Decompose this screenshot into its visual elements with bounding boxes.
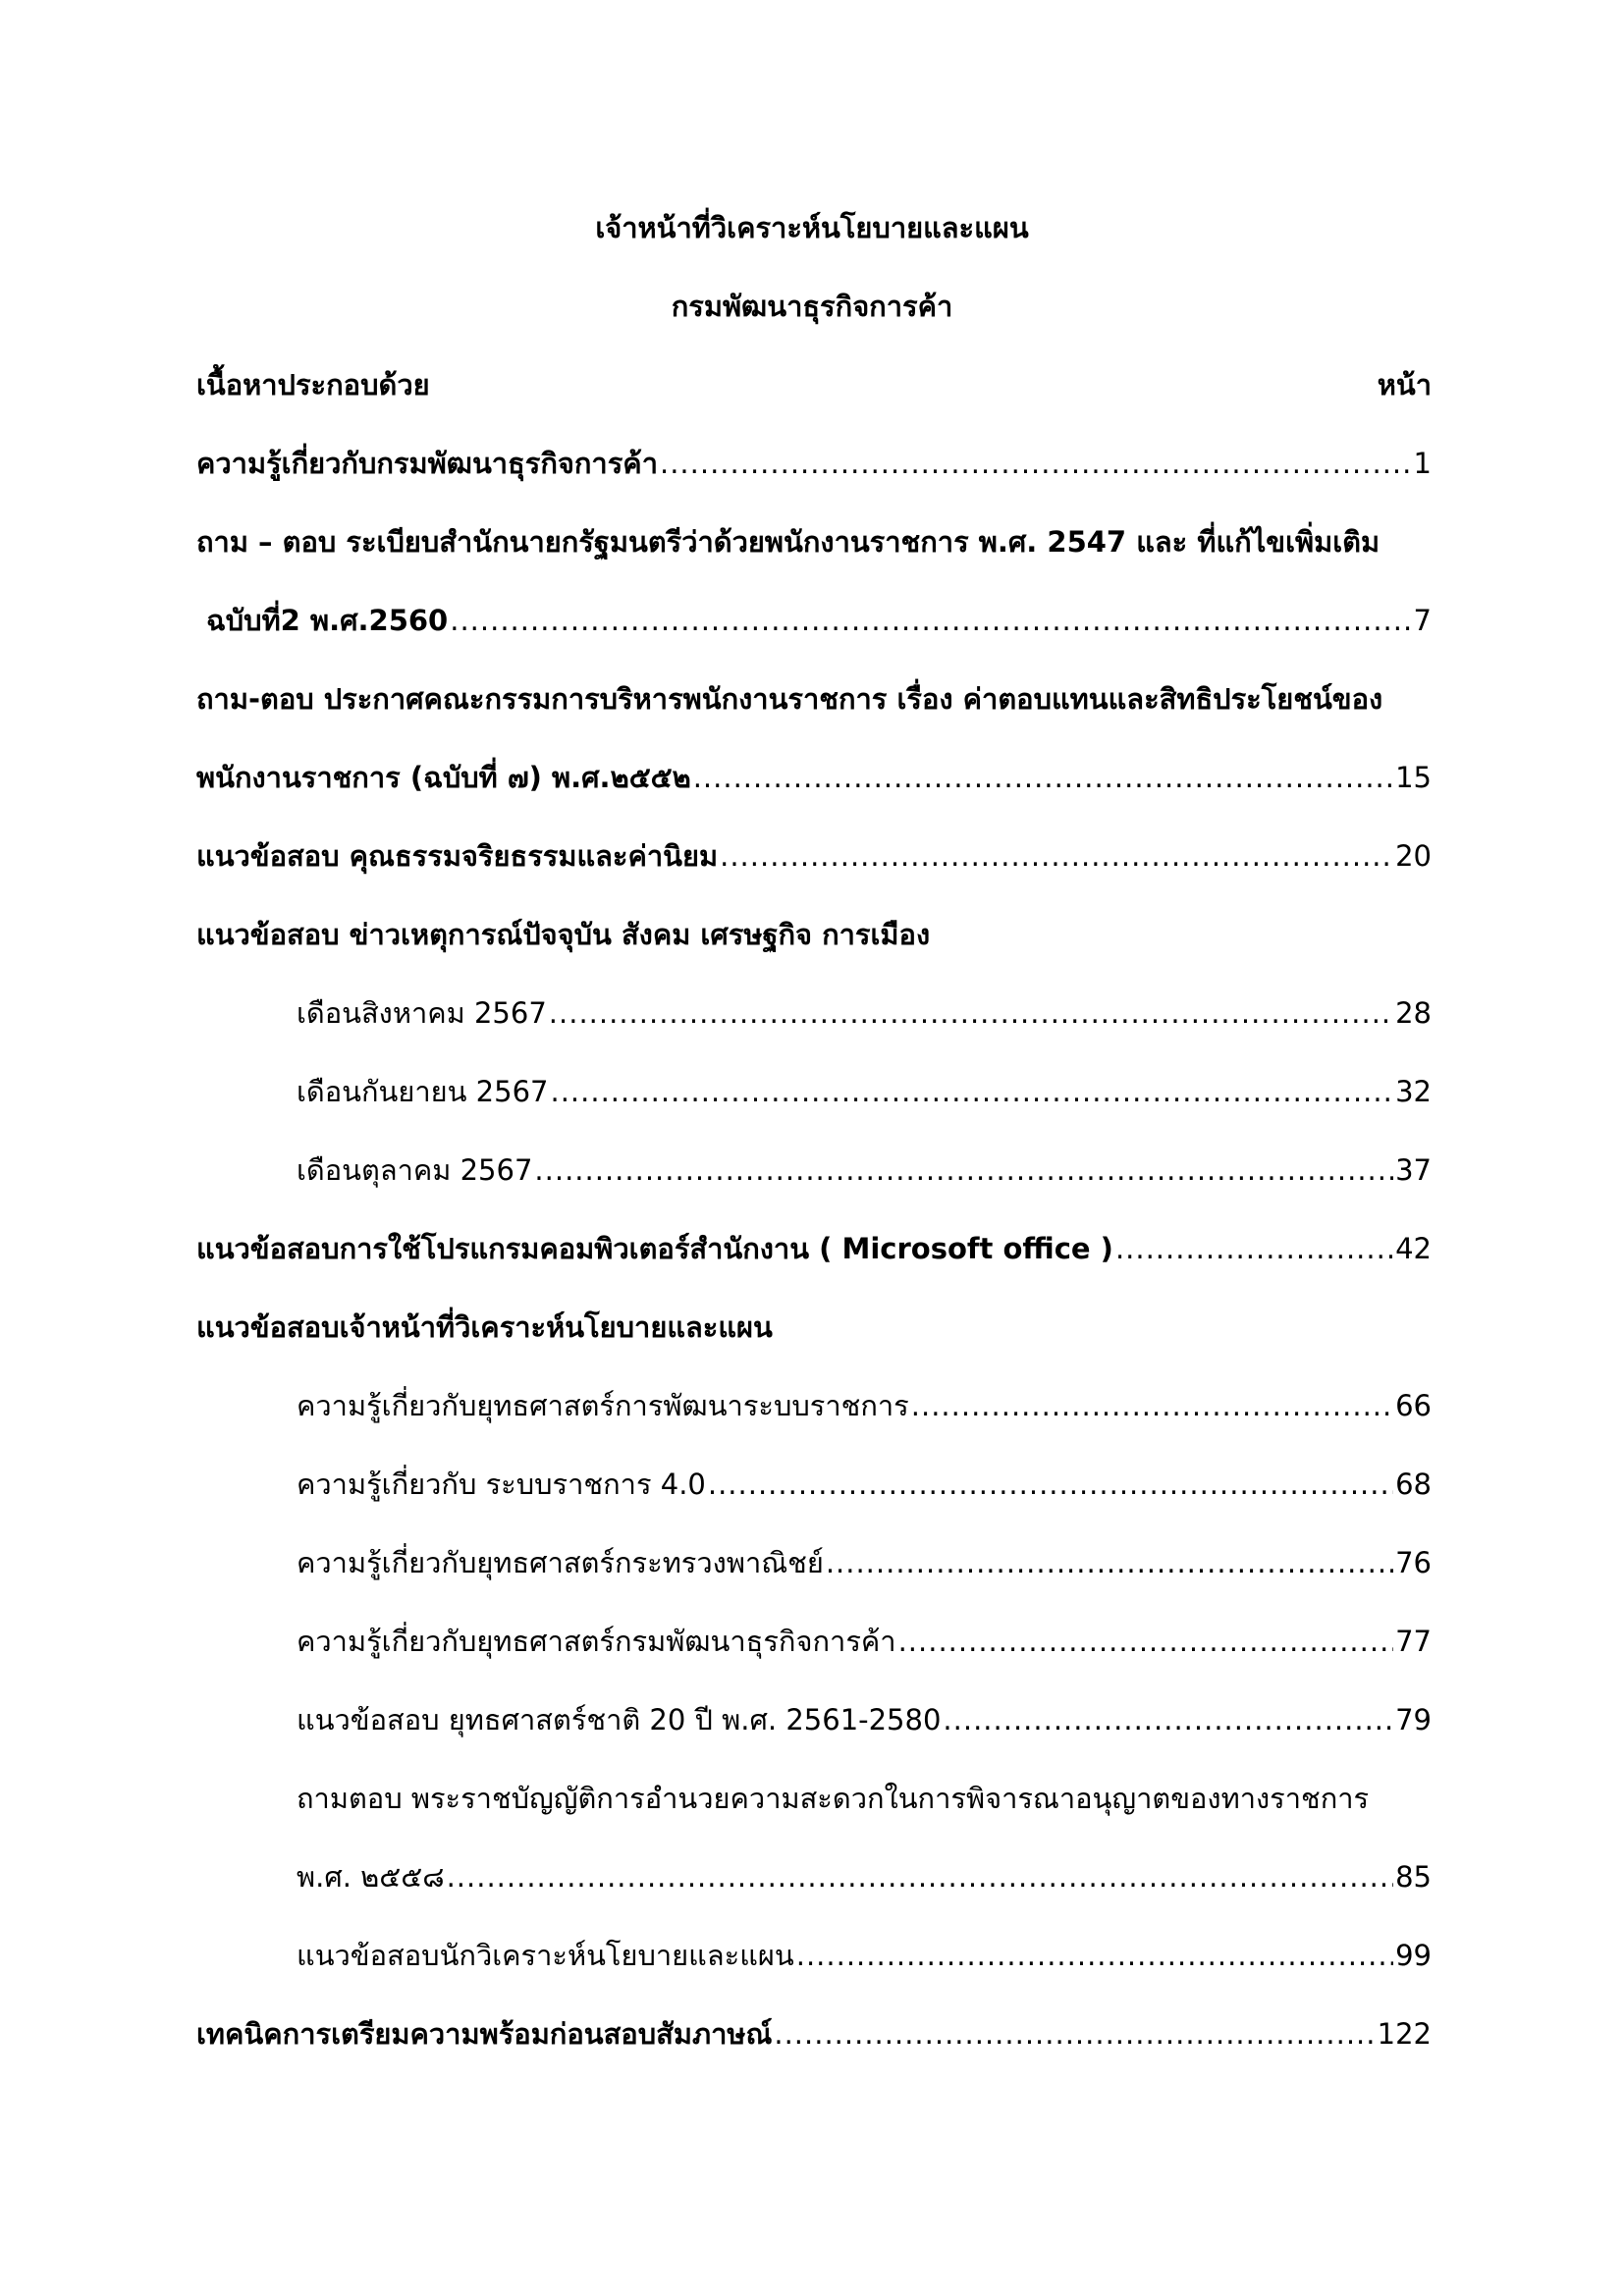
- toc-entry: [196, 758, 1432, 797]
- toc-entry: [196, 836, 1432, 876]
- toc-entry-page: 32: [1395, 1075, 1432, 1108]
- toc-entry: [297, 1150, 1432, 1190]
- toc-entry-page: 122: [1377, 2017, 1432, 2051]
- toc-header-page: หน้า: [1377, 368, 1432, 401]
- toc-leader-dots: [549, 993, 1393, 1033]
- toc-leader-dots: [550, 1072, 1393, 1111]
- toc-entry-title: พ.ศ. ๒๕๕๘: [297, 1860, 445, 1894]
- toc-entry: [297, 1465, 1432, 1504]
- toc-entry-title: พนักงานราชการ (ฉบับที่ ๗) พ.ศ.๒๕๕๒: [196, 761, 691, 794]
- toc-entry-page: 37: [1395, 1153, 1432, 1187]
- toc-leader-dots: [796, 1936, 1393, 1975]
- toc-entry-page: 99: [1395, 1939, 1432, 1972]
- toc-entry-title: ความรู้เกี่ยวกับกรมพัฒนาธุรกิจการค้า: [196, 447, 658, 480]
- toc-entry-page: 76: [1395, 1546, 1432, 1579]
- toc-entry-page: 20: [1395, 839, 1432, 873]
- toc-leader-dots: [534, 1150, 1393, 1190]
- toc-entry-title: เดือนตุลาคม 2567: [297, 1153, 533, 1187]
- toc-entry: [206, 601, 1432, 640]
- toc-entry-page: 85: [1395, 1860, 1432, 1894]
- toc-entry: [196, 1229, 1432, 1268]
- toc-entry: [297, 1857, 1432, 1896]
- toc-leader-dots: [911, 1386, 1393, 1425]
- toc-entry-title: ความรู้เกี่ยวกับยุทธศาสตร์การพัฒนาระบบราชการ: [297, 1389, 909, 1422]
- toc-entry-page: 42: [1395, 1232, 1432, 1265]
- toc-entry: [297, 1936, 1432, 1975]
- toc-entry: [297, 1700, 1432, 1739]
- toc-entry-page: 1: [1413, 447, 1432, 480]
- toc-header: [196, 365, 1432, 404]
- toc-leader-dots: [708, 1465, 1393, 1504]
- toc-leader-dots: [447, 1857, 1394, 1896]
- toc-entry: [297, 1072, 1432, 1111]
- document-subtitle: กรมพัฒนาธุรกิจการค้า: [671, 290, 953, 323]
- toc-entry-title: แนวข้อสอบ คุณธรรมจริยธรรมและค่านิยม: [196, 839, 719, 873]
- toc-leader-dots: [826, 1543, 1393, 1582]
- toc-entry-page: 15: [1395, 761, 1432, 794]
- toc-leader-dots: [660, 444, 1412, 483]
- toc-entry: [196, 2014, 1432, 2054]
- toc-section-heading: แนวข้อสอบ ข่าวเหตุการณ์ปัจจุบัน สังคม เศรษฐกิจ การเมือง: [196, 918, 931, 951]
- toc-entry-title: ถาม-ตอบ ประกาศคณะกรรมการบริหารพนักงานราชการ เรื่อง ค่าตอบแทนและสิทธิประโยชน์ของ: [196, 682, 1383, 716]
- toc-entry-title: เดือนสิงหาคม 2567: [297, 996, 547, 1030]
- document-title: เจ้าหน้าที่วิเคราะห์นโยบายและแผน: [595, 211, 1029, 244]
- toc-entry-title: ฉบับที่2 พ.ศ.2560: [206, 604, 449, 637]
- toc-leader-dots: [693, 758, 1393, 797]
- toc-entry-title: ถามตอบ พระราชบัญญัติการอำนวยความสะดวกในการพิจารณาอนุญาตของทางราชการ: [297, 1782, 1370, 1815]
- toc-entry-title: ความรู้เกี่ยวกับยุทธศาสตร์กรมพัฒนาธุรกิจการค้า: [297, 1625, 896, 1658]
- toc-entry: [297, 1543, 1432, 1582]
- toc-entry-page: 7: [1413, 604, 1432, 637]
- toc-entry-title: ถาม – ตอบ ระเบียบสำนักนายกรัฐมนตรีว่าด้วยพนักงานราชการ พ.ศ. 2547 และ ที่แก้ไขเพิ่มเติม: [196, 525, 1380, 559]
- toc-leader-dots: [1115, 1229, 1393, 1268]
- toc-section-heading: แนวข้อสอบเจ้าหน้าที่วิเคราะห์นโยบายและแผน: [196, 1310, 773, 1344]
- toc-entry-title: ความรู้เกี่ยวกับ ระบบราชการ 4.0: [297, 1468, 706, 1501]
- toc-leader-dots: [898, 1622, 1394, 1661]
- toc-leader-dots: [720, 836, 1393, 876]
- toc-entry-title: ความรู้เกี่ยวกับยุทธศาสตร์กระทรวงพาณิชย์: [297, 1546, 824, 1579]
- toc-leader-dots: [774, 2014, 1375, 2054]
- toc-entry-page: 68: [1395, 1468, 1432, 1501]
- toc-header-contents: เนื้อหาประกอบด้วย: [196, 368, 430, 401]
- toc-entry-title: แนวข้อสอบ ยุทธศาสตร์ชาติ 20 ปี พ.ศ. 2561-2580: [297, 1703, 942, 1736]
- toc-entry: [297, 1386, 1432, 1425]
- toc-entry-title: แนวข้อสอบการใช้โปรแกรมคอมพิวเตอร์สำนักงาน ( Microsoft office ): [196, 1232, 1113, 1265]
- toc-leader-dots: [450, 601, 1411, 640]
- toc-leader-dots: [943, 1700, 1393, 1739]
- toc-entry-title: เดือนกันยายน 2567: [297, 1075, 549, 1108]
- toc-entry: [196, 444, 1432, 483]
- toc-entry: [297, 993, 1432, 1033]
- toc-entry-title: เทคนิคการเตรียมความพร้อมก่อนสอบสัมภาษณ์: [196, 2017, 773, 2051]
- toc-entry-page: 77: [1395, 1625, 1432, 1658]
- toc-entry-page: 66: [1395, 1389, 1432, 1422]
- toc-entry-page: 79: [1395, 1703, 1432, 1736]
- toc-entry-page: 28: [1395, 996, 1432, 1030]
- toc-entry: [297, 1622, 1432, 1661]
- toc-entry-title: แนวข้อสอบนักวิเคราะห์นโยบายและแผน: [297, 1939, 794, 1972]
